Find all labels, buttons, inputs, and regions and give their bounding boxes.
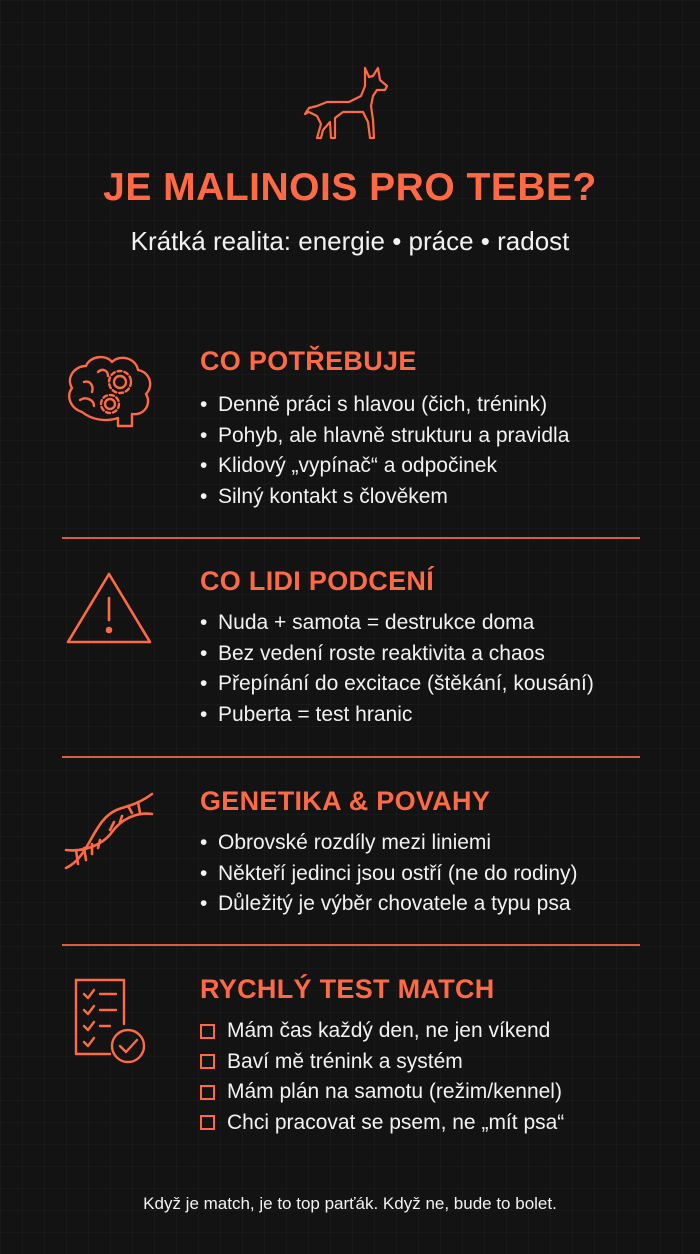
section-divider [62,944,640,946]
section-divider [62,756,640,758]
section-title: RYCHLÝ TEST MATCH [200,974,495,1004]
checklist-item[interactable]: Chci pracovat se psem, ne „mít psa“ [200,1108,564,1139]
list-item: • Nuda + samota = destrukce doma [200,608,594,639]
bullet: • [200,454,208,477]
bullet: • [200,484,208,508]
bullet: • [200,672,208,695]
list-item: • Přepínání do excitace (štěkání, kousání) [200,669,594,700]
list-item: • Pohyb, ale hlavně strukturu a pravidla [200,421,569,452]
list-item: • Obrovské rozdíly mezi liniemi [200,828,578,859]
list-item: • Bez vedení roste reaktivita a chaos [200,639,594,670]
warning-icon [62,564,156,658]
bullet: • [200,702,208,726]
needs-list [200,390,569,512]
page-title: JE MALINOIS PRO TEBE? [103,166,597,209]
list-item: • Klidový „vypínač“ a odpočinek [200,451,569,482]
checklist-item[interactable]: Mám čas každý den, ne jen víkend [200,1016,564,1047]
bullet: • [200,393,208,416]
page-subtitle: Krátká realita: energie • práce • radost [130,226,570,256]
bullet: • [200,641,208,665]
footer-note: Když je match, je to top parťák. Když ne, bude to bolet. [143,1194,557,1213]
checkbox[interactable] [200,1115,215,1130]
match-test-list [200,1016,564,1138]
dog-icon [303,62,393,144]
list-item: • Silný kontakt s člověkem [200,482,569,513]
checkbox[interactable] [200,1024,215,1039]
checklist-icon [62,974,156,1068]
checklist-item[interactable]: Mám plán na samotu (režim/kennel) [200,1077,564,1108]
checkbox[interactable] [200,1085,215,1100]
checkbox[interactable] [200,1054,215,1069]
dna-icon [62,786,156,880]
section-divider [62,537,640,539]
list-item: • Důležitý je výběr chovatele a typu psa [200,889,578,920]
list-item: • Puberta = test hranic [200,700,594,731]
section-title: CO POTŘEBUJE [200,346,417,376]
brain-gears-icon [62,346,156,440]
checklist-item[interactable]: Baví mě trénink a systém [200,1047,564,1078]
bullet: • [200,861,208,885]
list-item: • Někteří jedinci jsou ostří (ne do rodiny) [200,859,578,890]
section-title: CO LIDI PODCENÍ [200,566,435,596]
genetics-list [200,828,578,920]
list-item: • Denně práci s hlavou (čich, trénink) [200,390,569,421]
section-title: GENETIKA & POVAHY [200,786,491,816]
bullet: • [200,611,208,634]
bullet: • [200,423,208,447]
bullet: • [200,892,208,915]
underestimated-list [200,608,594,730]
bullet: • [200,831,208,854]
